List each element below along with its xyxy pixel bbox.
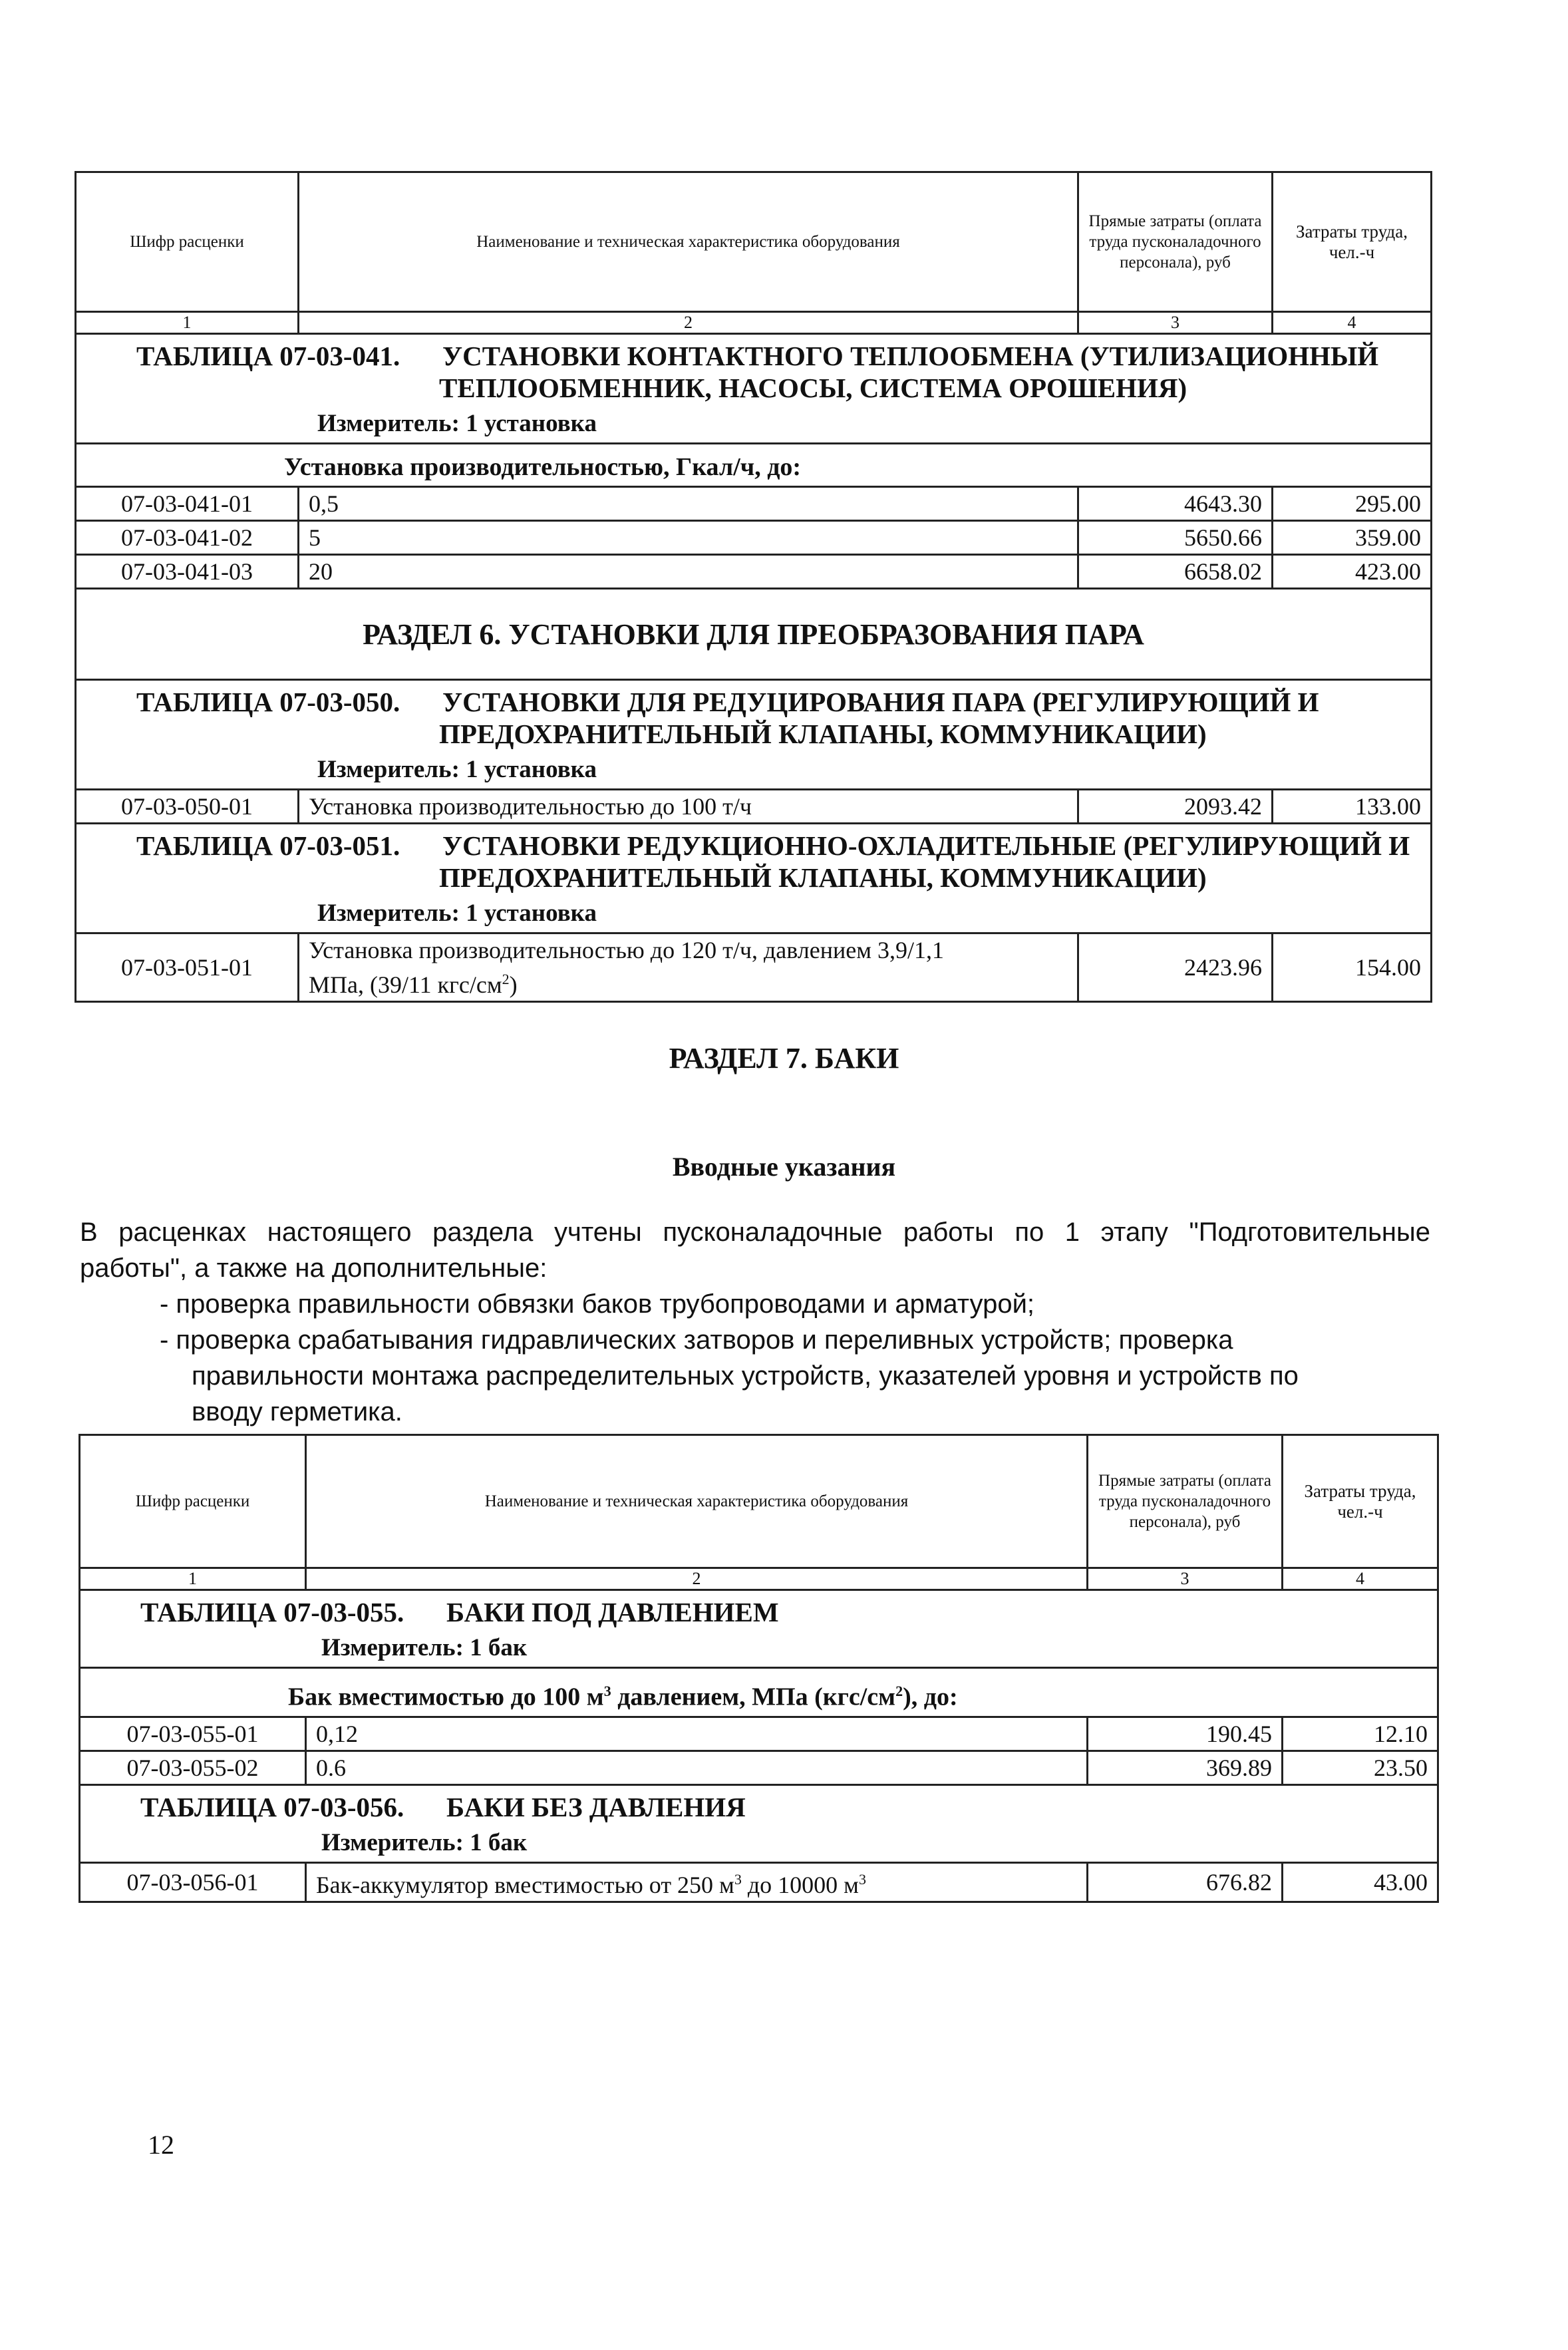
table-title-line1: УСТАНОВКИ КОНТАКТНОГО ТЕПЛООБМЕНА (УТИЛИЗАЦИОННЫЙ — [442, 341, 1379, 371]
measure-value: 1 бак — [470, 1828, 528, 1856]
rate-name: 5 — [299, 521, 1078, 555]
rate-code: 07-03-055-01 — [80, 1717, 306, 1751]
measure-value: 1 установка — [466, 756, 597, 783]
table-row — [80, 1751, 1438, 1784]
table-title-row — [80, 1590, 1438, 1668]
rate-labor: 359.00 — [1273, 521, 1432, 555]
intro-heading: Вводные указания — [672, 1152, 896, 1182]
rate-cost: 369.89 — [1088, 1751, 1283, 1784]
subheader-055 — [80, 1668, 1438, 1717]
colnum-3: 3 — [1088, 1568, 1283, 1590]
section-7-title: РАЗДЕЛ 7. БАКИ — [669, 1042, 899, 1075]
rate-cost: 6658.02 — [1078, 555, 1273, 589]
table-title-line2: ТЕПЛООБМЕННИК, НАСОСЫ, СИСТЕМА ОРОШЕНИЯ) — [439, 373, 1187, 403]
rate-code: 07-03-056-01 — [80, 1862, 306, 1902]
table-title-056 — [80, 1784, 1438, 1862]
rate-code: 07-03-041-03 — [76, 555, 299, 589]
rate-cost: 5650.66 — [1078, 521, 1273, 555]
rate-name: 0,5 — [299, 487, 1078, 521]
table-title-row — [76, 334, 1432, 444]
header-cost: Прямые затраты (оплата труда пусконаладочного персонала), руб — [1078, 172, 1273, 312]
rate-name: 20 — [299, 555, 1078, 589]
rates-table-tanks — [78, 1434, 1439, 1903]
header-labor: Затраты труда, чел.-ч — [1283, 1435, 1438, 1568]
rate-code: 07-03-055-02 — [80, 1751, 306, 1784]
rate-labor: 23.50 — [1283, 1751, 1438, 1784]
rate-name: Установка производительностью до 100 т/ч — [299, 790, 1078, 824]
table-row — [76, 521, 1432, 555]
rate-cost: 2423.96 — [1078, 933, 1273, 1002]
superscript: 3 — [603, 1683, 611, 1699]
colnum-2: 2 — [299, 312, 1078, 334]
table-row — [76, 555, 1432, 589]
rate-code: 07-03-041-02 — [76, 521, 299, 555]
table-label: ТАБЛИЦА 07-03-051. — [136, 830, 400, 861]
rate-name-line2-end: ) — [509, 971, 518, 998]
measure-value: 1 установка — [466, 410, 597, 437]
column-number-row — [76, 312, 1432, 334]
measure-value: 1 бак — [470, 1634, 528, 1661]
colnum-1: 1 — [76, 312, 299, 334]
table-row — [76, 933, 1432, 1002]
table-header-row — [80, 1435, 1438, 1568]
subheader-part3: ), до: — [903, 1683, 958, 1711]
intro-bullet-1: - проверка правильности обвязки баков трубопроводами и арматурой; — [160, 1289, 1035, 1319]
rate-name: 0.6 — [306, 1751, 1088, 1784]
colnum-2: 2 — [306, 1568, 1088, 1590]
rate-cost: 4643.30 — [1078, 487, 1273, 521]
table-header-row — [76, 172, 1432, 312]
colnum-4: 4 — [1283, 1568, 1438, 1590]
table-title-050 — [76, 680, 1432, 790]
subheader-row — [80, 1668, 1438, 1717]
intro-paragraph-line1: В расценках настоящего раздела учтены пусконаладочные работы по 1 этапу "Подготовительные — [80, 1218, 1430, 1247]
superscript: 3 — [858, 1870, 866, 1888]
table-row — [80, 1862, 1438, 1902]
table-label: ТАБЛИЦА 07-03-055. — [140, 1597, 404, 1627]
measure-label: Измеритель: — [317, 410, 460, 437]
rate-labor: 154.00 — [1273, 933, 1432, 1002]
table-title-row — [76, 680, 1432, 790]
table-title-041 — [76, 334, 1432, 444]
subheader-part1: Бак вместимостью до 100 м — [288, 1683, 604, 1711]
measure-value: 1 установка — [466, 900, 597, 927]
subheader-041: Установка производительностью, Гкал/ч, до: — [76, 444, 1432, 487]
measure-line — [90, 408, 1417, 440]
table-title-line1: УСТАНОВКИ РЕДУКЦИОННО-ОХЛАДИТЕЛЬНЫЕ (РЕГУЛИРУЮЩИЙ И — [442, 830, 1410, 861]
measure-line — [94, 1827, 1424, 1859]
rate-name — [299, 933, 1078, 1002]
measure-label: Измеритель: — [321, 1634, 464, 1661]
subheader-row — [76, 444, 1432, 487]
table-title-row — [76, 824, 1432, 933]
intro-bullet-2: - проверка срабатывания гидравлических затворов и переливных устройств; проверка — [160, 1325, 1233, 1355]
rate-name: 0,12 — [306, 1717, 1088, 1751]
table-label: ТАБЛИЦА 07-03-056. — [140, 1791, 404, 1822]
intro-bullet-2-cont2: вводу герметика. — [192, 1397, 402, 1427]
rates-table-steam — [75, 171, 1432, 1003]
rate-name-part2: до 10000 м — [741, 1871, 859, 1898]
table-title-line2: ПРЕДОХРАНИТЕЛЬНЫЙ КЛАПАНЫ, КОММУНИКАЦИИ) — [439, 719, 1207, 749]
measure-label: Измеритель: — [317, 900, 460, 927]
superscript: 3 — [734, 1870, 742, 1888]
rate-cost: 190.45 — [1088, 1717, 1283, 1751]
intro-bullet-2-cont1: правильности монтажа распределительных устройств, указателей уровня и устройств по — [192, 1361, 1299, 1391]
table-title-line2: ПРЕДОХРАНИТЕЛЬНЫЙ КЛАПАНЫ, КОММУНИКАЦИИ) — [439, 862, 1207, 893]
table-title-line1: УСТАНОВКИ ДЛЯ РЕДУЦИРОВАНИЯ ПАРА (РЕГУЛИРУЮЩИЙ И — [442, 687, 1319, 717]
rate-cost: 2093.42 — [1078, 790, 1273, 824]
header-code: Шифр расценки — [76, 172, 299, 312]
rate-labor: 43.00 — [1283, 1862, 1438, 1902]
rate-name-part1: Бак-аккумулятор вместимостью от 250 м — [316, 1871, 734, 1898]
table-title-line1: БАКИ БЕЗ ДАВЛЕНИЯ — [446, 1791, 746, 1822]
rate-name — [306, 1862, 1088, 1902]
table-title-051 — [76, 824, 1432, 933]
colnum-1: 1 — [80, 1568, 306, 1590]
subheader-part2: давлением, МПа (кгс/см — [611, 1683, 896, 1711]
table-title-line1: БАКИ ПОД ДАВЛЕНИЕМ — [446, 1597, 779, 1627]
intro-paragraph-line2: работы", а также на дополнительные: — [80, 1254, 548, 1283]
table-label: ТАБЛИЦА 07-03-041. — [136, 341, 400, 371]
measure-line — [94, 1632, 1424, 1664]
column-number-row — [80, 1568, 1438, 1590]
header-code: Шифр расценки — [80, 1435, 306, 1568]
header-cost: Прямые затраты (оплата труда пусконаладочного персонала), руб — [1088, 1435, 1283, 1568]
superscript: 2 — [895, 1683, 903, 1699]
page-number: 12 — [148, 2130, 174, 2160]
rate-labor: 12.10 — [1283, 1717, 1438, 1751]
rate-cost: 676.82 — [1088, 1862, 1283, 1902]
rate-code: 07-03-051-01 — [76, 933, 299, 1002]
table-title-055 — [80, 1590, 1438, 1668]
measure-label: Измеритель: — [317, 756, 460, 783]
rate-code: 07-03-041-01 — [76, 487, 299, 521]
header-name: Наименование и техническая характеристика оборудования — [299, 172, 1078, 312]
table-row — [76, 790, 1432, 824]
rate-code: 07-03-050-01 — [76, 790, 299, 824]
superscript: 2 — [502, 971, 510, 987]
measure-label: Измеритель: — [321, 1828, 464, 1856]
rate-name-line2: МПа, (39/11 кгс/см — [309, 971, 502, 998]
header-labor: Затраты труда, чел.-ч — [1273, 172, 1432, 312]
table-row — [76, 487, 1432, 521]
section-6-title: РАЗДЕЛ 6. УСТАНОВКИ ДЛЯ ПРЕОБРАЗОВАНИЯ ПАРА — [76, 589, 1432, 680]
header-name: Наименование и техническая характеристика оборудования — [306, 1435, 1088, 1568]
rate-labor: 133.00 — [1273, 790, 1432, 824]
rate-labor: 295.00 — [1273, 487, 1432, 521]
colnum-3: 3 — [1078, 312, 1273, 334]
measure-line — [90, 898, 1417, 929]
section-row — [76, 589, 1432, 680]
table-row — [80, 1717, 1438, 1751]
rate-labor: 423.00 — [1273, 555, 1432, 589]
table-title-row — [80, 1784, 1438, 1862]
measure-line — [90, 754, 1417, 786]
colnum-4: 4 — [1273, 312, 1432, 334]
table-label: ТАБЛИЦА 07-03-050. — [136, 687, 400, 717]
rate-name-line1: Установка производительностью до 120 т/ч, давлением 3,9/1,1 — [309, 937, 945, 963]
